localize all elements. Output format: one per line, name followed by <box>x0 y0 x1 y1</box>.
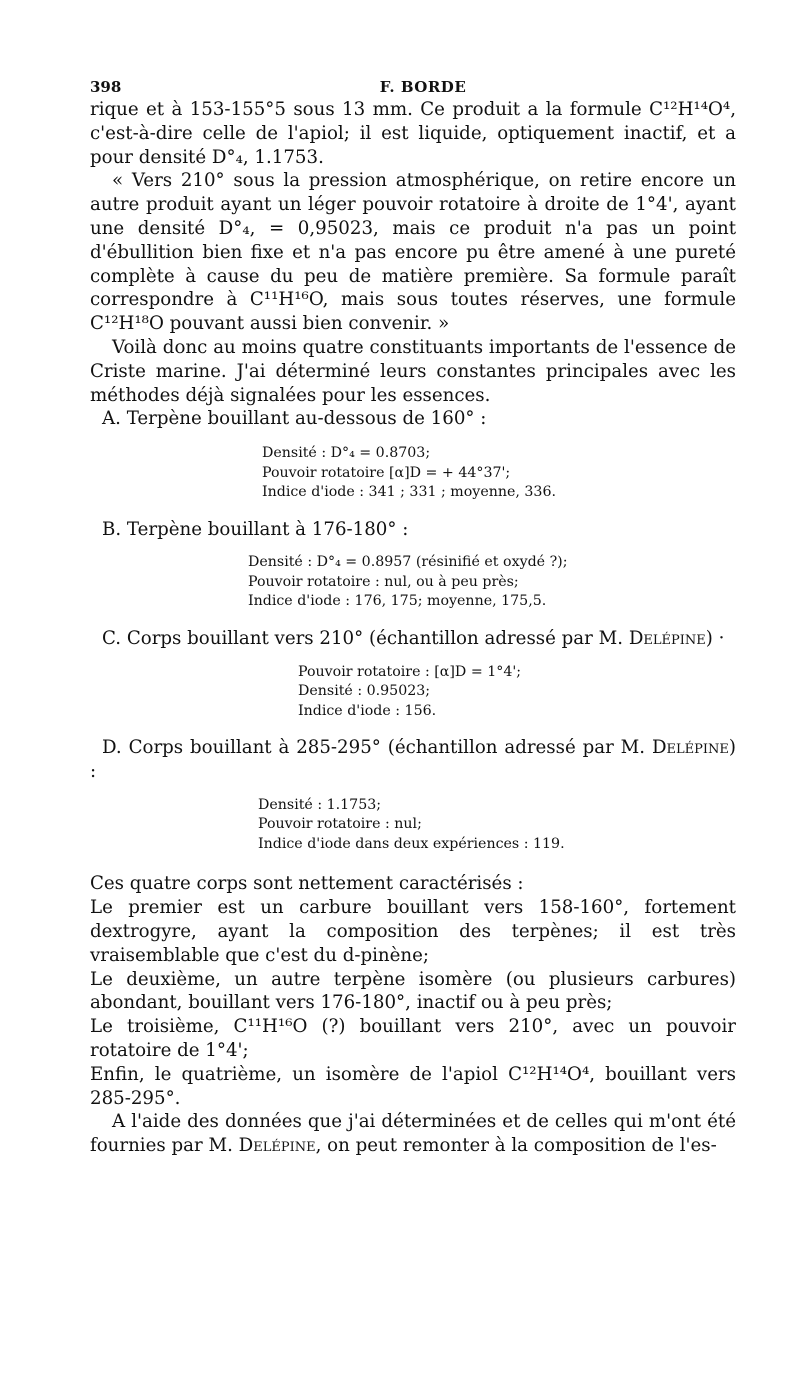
section-d-rotation: Pouvoir rotatoire : nul; <box>258 816 422 833</box>
paragraph-quote: « Vers 210° sous la pression atmosphérique, on retire encore un autre produit ayant un léger pouvoir rotatoire à droite de 1°4', ayant une densité D°₄, = 0,95023, mais ce produit n'a pas un point d'ébullition bien fixe et n'a pas encore pu être amené à une pureté complète à cause du peu de matière première. Sa formule paraît correspondre à C¹¹H¹⁶O, mais sous toutes réserves, une formule C¹²H¹⁸O pouvant aussi bien convenir. » <box>90 170 736 335</box>
section-c-density: Densité : 0.95023; <box>298 683 431 700</box>
section-c-label <box>90 627 736 651</box>
section-b-label: B. Terpène bouillant à 176-180° : <box>102 518 409 540</box>
section-b-data <box>248 553 736 612</box>
author-name: Delépine <box>238 1135 316 1157</box>
section-d-label-text: D. Corps bouillant à 285-295° (échantillon adressé par M. <box>102 737 652 759</box>
section-b-rotation: Pouvoir rotatoire : nul, ou à peu près; <box>248 573 519 590</box>
section-b-density: Densité : D°₄ = 0.8957 (résinifié et oxydé ?); <box>248 554 568 571</box>
page <box>90 70 736 1158</box>
section-d-label-end: ) : <box>90 737 736 783</box>
conclusion-fourth: Enfin, le quatrième, un isomère de l'apiol C¹²H¹⁴O⁴, bouillant vers 285-295°. <box>90 1063 736 1109</box>
page-header <box>90 70 736 98</box>
conclusion-first: Le premier est un carbure bouillant vers 158-160°, fortement dextrogyre, ayant la composition des terpènes; il est très vraisemblable que c'est du d-pinène; <box>90 897 736 966</box>
conclusion-second: Le deuxième, un autre terpène isomère (ou plusieurs carbures) abondant, bouillant vers 176-180°, inactif ou à peu près; <box>90 968 736 1014</box>
conclusion-last-end: , on peut remonter à la composition de l'es- <box>315 1135 717 1157</box>
section-a-data <box>262 444 736 503</box>
author-name: Delépine <box>628 627 706 649</box>
section-d-density: Densité : 1.1753; <box>258 796 382 813</box>
page-number: 398 <box>90 78 122 96</box>
running-head: F. BORDE <box>379 78 467 96</box>
paragraph-continuation: rique et à 153-155°5 sous 13 mm. Ce produit a la formule C¹²H¹⁴O⁴, c'est-à-dire celle de l'apiol; il est liquide, optiquement inactif, et a pour densité D°₄, 1.1753. <box>90 99 736 168</box>
section-c-iodine: Indice d'iode : 156. <box>298 702 437 719</box>
section-c-label-text: C. Corps bouillant vers 210° (échantillon adressé par M. <box>102 627 629 649</box>
section-c-data <box>298 663 736 722</box>
conclusion-last <box>90 1110 736 1158</box>
paragraph-constituents: Voilà donc au moins quatre constituants importants de l'essence de Criste marine. J'ai déterminé leurs constantes principales avec les méthodes déjà signalées pour les essences. <box>90 336 736 406</box>
section-a-iodine: Indice d'iode : 341 ; 331 ; moyenne, 336. <box>262 484 556 501</box>
author-name: Delépine <box>651 737 729 759</box>
section-d-label <box>90 736 736 784</box>
section-a-rotation: Pouvoir rotatoire [α]D = + 44°37'; <box>262 464 511 481</box>
section-a-label: A. Terpène bouillant au-dessous de 160° : <box>102 408 487 430</box>
section-d-data <box>258 796 736 855</box>
conclusion-intro: Ces quatre corps sont nettement caractérisés : <box>90 873 524 895</box>
section-b-iodine: Indice d'iode : 176, 175; moyenne, 175,5. <box>248 593 547 610</box>
section-c-label-end: ) · <box>705 627 725 649</box>
body-text <box>90 98 736 1158</box>
section-c-rotation: Pouvoir rotatoire : [α]D = 1°4'; <box>298 663 522 680</box>
conclusion-last-text: A l'aide des données que j'ai déterminées et de celles qui m'ont été fournies par M. <box>90 1111 736 1157</box>
section-d-iodine: Indice d'iode dans deux expériences : 119. <box>258 835 565 852</box>
conclusion-third: Le troisième, C¹¹H¹⁶O (?) bouillant vers 210°, avec un pouvoir rotatoire de 1°4'; <box>90 1016 736 1061</box>
section-a-density: Densité : D°₄ = 0.8703; <box>262 445 431 462</box>
